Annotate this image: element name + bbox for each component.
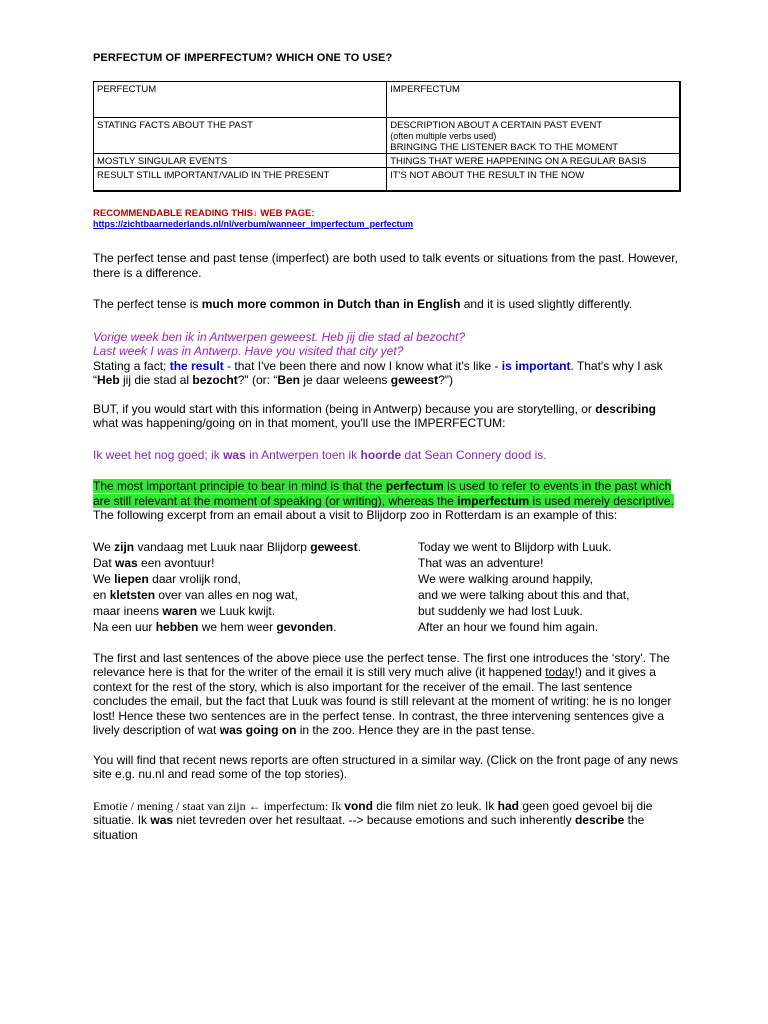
text: .: [333, 619, 337, 634]
paragraph-explanation: [93, 651, 682, 738]
bold-text: describing: [595, 401, 656, 416]
bold-text: was: [115, 555, 138, 570]
text: The most important principle to bear in mind is that the: [93, 479, 386, 493]
text: ?" (or: “: [237, 373, 278, 387]
text: en: [93, 587, 110, 602]
table-cell: MOSTLY SINGULAR EVENTS: [94, 154, 387, 168]
text: ?"): [438, 373, 454, 387]
cell-line: DESCRIPTION ABOUT A CERTAIN PAST EVENT: [390, 120, 603, 131]
excerpt-line-nl: [93, 603, 418, 619]
bold-text: waren: [162, 603, 198, 618]
text: vandaag met Luuk naar Blijdorp: [134, 539, 311, 554]
text: Na een uur: [93, 619, 156, 634]
text: !) and it gives a context for the rest of the story, which is also important for the receiver of the email. The last sentence concludes the email, but the fact that Luuk was found is still relevant at the moment of writing: he is no longer lost! Hence these two sentences are in the perfect tense. In contrast, the three intervening sentences give a lively description of wat: [93, 665, 672, 737]
text: BUT, if you would start with this information (being in Antwerp) because you are storytelling, or: [93, 401, 596, 416]
excerpt-line-en: That was an adventure!: [418, 555, 544, 570]
text: niet tevreden over het resultaat. --> because emotions and such inherently: [173, 813, 575, 827]
text: Ik weet het nog goed; ik: [93, 447, 224, 462]
text: and it is used slightly differently.: [460, 297, 633, 311]
excerpt-line-nl: [93, 539, 418, 555]
table-row: [94, 168, 681, 192]
excerpt-line-en: After an hour we found him again.: [418, 619, 599, 634]
bold-text: kletsten: [109, 587, 156, 602]
header-perfectum: PERFECTUM: [94, 82, 387, 118]
bold-text: was: [223, 447, 246, 462]
text: je daar weleens: [300, 373, 391, 387]
excerpt-line-en: Today we went to Blijdorp with Luuk.: [418, 539, 612, 554]
paragraph-emotion: [93, 799, 682, 843]
blue-text: is important: [501, 358, 571, 373]
text: what was happening/going on in that moment, you'll use the IMPERFECTUM:: [93, 416, 506, 430]
paragraph-news: You will find that recent news reports are often structured in a similar way. (Click on the front page of any news site e.g. nu.nl and read some of the top stories).: [93, 752, 678, 781]
excerpt-line-en: and we were talking about this and that,: [418, 587, 630, 602]
table-header-row: [94, 82, 681, 118]
bold-text: liepen: [114, 571, 149, 586]
bold-text: geweest: [390, 373, 439, 387]
recommended-link[interactable]: https://zichtbaarnederlands.nl/nl/verbum/wanneer_imperfectum_perfectum: [93, 219, 414, 229]
text: the situation: [93, 813, 645, 842]
paragraph-common: [93, 297, 682, 312]
blue-text: the result: [169, 358, 224, 373]
text: die film niet zo leuk. Ik: [372, 798, 498, 813]
text: Stating a fact;: [93, 358, 170, 373]
cell-note: (often multiple verbs used): [390, 131, 497, 141]
table-cell: IT'S NOT ABOUT THE RESULT IN THE NOW: [387, 168, 680, 192]
text: . That's why I ask “: [93, 358, 663, 387]
underlined-text: today: [545, 665, 575, 679]
excerpt-dutch-column: [93, 539, 418, 635]
paragraph-intro: The perfect tense and past tense (imperfect) are both used to talk events or situations from the past. However, there is a difference.: [93, 251, 678, 280]
bold-text: was going on: [219, 723, 297, 737]
paragraph-but: [93, 402, 682, 431]
paragraph-fact: [93, 359, 682, 388]
paragraph-principle: [93, 479, 682, 523]
excerpt-line-nl: [93, 587, 418, 603]
recommended-reading-label: RECOMMENDABLE READING THIS↓ WEB PAGE:: [93, 208, 315, 219]
table-cell: THINGS THAT WERE HAPPENING ON A REGULAR BASIS: [387, 154, 680, 168]
text: Dat: [93, 555, 116, 570]
text: we hem weer: [198, 619, 277, 634]
text: in the zoo. Hence they are in the past tense.: [296, 723, 535, 737]
text: The perfect tense is: [93, 297, 202, 311]
text: We: [93, 539, 115, 554]
text: in Antwerpen toen ik: [245, 447, 361, 462]
bold-text: vond: [344, 798, 373, 813]
excerpt-english-column: [418, 539, 680, 635]
text: een avontuur!: [137, 555, 215, 570]
text: The following excerpt from an email about a visit to Blijdorp zoo in Rotterdam is an example of this:: [93, 508, 618, 522]
table-row: [94, 118, 681, 154]
bold-text: hoorde: [360, 447, 402, 462]
bold-text: much more common in Dutch than in English: [201, 297, 461, 311]
text: We: [93, 571, 115, 586]
bold-text: describe: [574, 813, 625, 827]
excerpt-line-nl: [93, 619, 418, 635]
excerpt-line-nl: [93, 571, 418, 587]
text: is used merely descriptive.: [529, 493, 674, 508]
table-row: [94, 154, 681, 168]
bold-text: gevonden: [276, 619, 334, 634]
text: .: [357, 539, 361, 554]
bold-text: Ben: [277, 373, 300, 387]
bold-text: zijn: [114, 539, 135, 554]
bold-text: had: [497, 798, 520, 813]
excerpt-line-en: We were walking around happily,: [418, 571, 593, 586]
text: geen goed gevoel bij die situatie. Ik: [93, 798, 653, 827]
example-dutch-1: Vorige week ben ik in Antwerpen geweest. Heb jij die stad al bezocht?: [93, 329, 465, 344]
bold-text: geweest: [310, 539, 358, 554]
text: jij die stad al: [119, 373, 193, 387]
highlighted-text: [93, 479, 674, 508]
text: we Luuk kwijt.: [197, 603, 276, 618]
bold-text: was: [150, 813, 174, 827]
example-dutch-2: [93, 448, 682, 463]
bold-text: Heb: [97, 373, 120, 387]
text: - that I've been there and now I know what it's like -: [223, 358, 502, 373]
header-imperfectum: IMPERFECTUM: [387, 82, 680, 118]
text: daar vrolijk rond,: [148, 571, 241, 586]
cell-line: BRINGING THE LISTENER BACK TO THE MOMENT: [390, 142, 619, 153]
comparison-table: [93, 81, 681, 192]
bold-text: hebben: [155, 619, 199, 634]
text: dat Sean Connery dood is.: [401, 447, 547, 462]
email-excerpt: [93, 539, 682, 635]
excerpt-line-en: but suddenly we had lost Luuk.: [418, 603, 583, 618]
text: The first and last sentences of the above piece use the perfect tense. The first one introduces the ‘story'. The relevance here is that for the writer of the email it is still very much alive (it happened: [93, 650, 670, 679]
text: maar ineens: [93, 603, 163, 618]
example-english-1: Last week I was in Antwerp. Have you visited that city yet?: [93, 344, 404, 358]
text: is used to refer to events in the past which are still relevant at the moment of speaking (or writing), whereas the: [93, 479, 672, 508]
excerpt-line-nl: [93, 555, 418, 571]
bold-text: perfectum: [385, 479, 444, 493]
text: over van alles en nog wat,: [155, 587, 298, 602]
page-title: PERFECTUM OF IMPERFECTUM? WHICH ONE TO USE?: [93, 52, 393, 64]
table-cell: [387, 118, 680, 154]
table-cell: STATING FACTS ABOUT THE PAST: [94, 118, 387, 154]
table-cell: RESULT STILL IMPORTANT/VALID IN THE PRESENT: [94, 168, 387, 192]
bold-text: imperfectum: [457, 493, 530, 508]
serif-text: Emotie / mening / staat van zijn ← imperfectum: Ik: [93, 798, 345, 813]
bold-text: bezocht: [192, 373, 238, 387]
